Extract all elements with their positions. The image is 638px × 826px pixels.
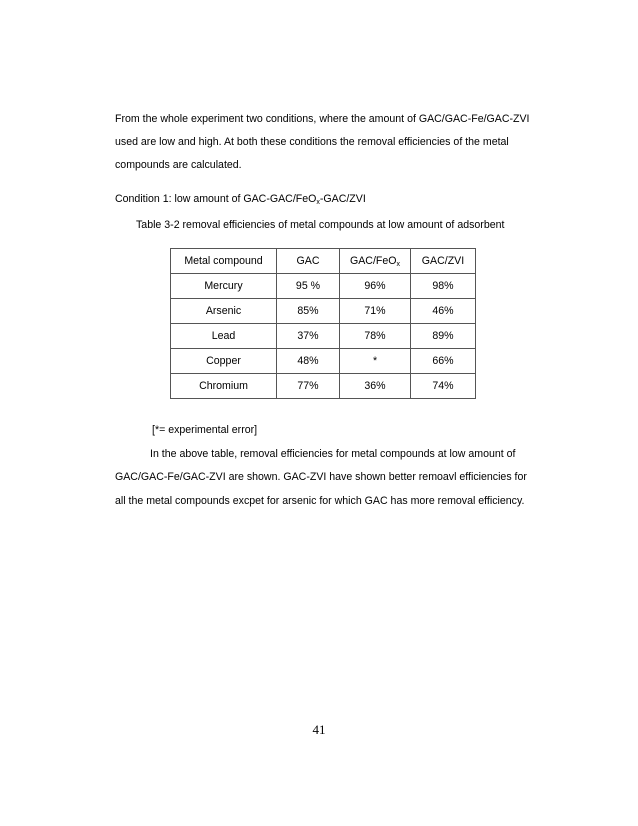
cell-metal: Copper bbox=[171, 349, 277, 374]
table-row bbox=[171, 274, 476, 299]
cell-gac: 37% bbox=[277, 324, 340, 349]
cell-metal: Chromium bbox=[171, 374, 277, 399]
paragraph-1-line-3: compounds are calculated. bbox=[115, 159, 242, 171]
cell-gac-feox: 71% bbox=[340, 299, 411, 324]
condition-line bbox=[115, 192, 366, 210]
cell-gac: 85% bbox=[277, 299, 340, 324]
cell-gac-feox: * bbox=[340, 349, 411, 374]
condition-suffix: -GAC/ZVI bbox=[319, 193, 366, 205]
removal-efficiency-table bbox=[170, 248, 476, 399]
cell-gac: 95 % bbox=[277, 274, 340, 299]
table-row bbox=[171, 299, 476, 324]
paragraph-1-line-1: From the whole experiment two conditions, where the amount of GAC/GAC-Fe/GAC-ZVI bbox=[115, 113, 530, 125]
cell-gac-feox: 96% bbox=[340, 274, 411, 299]
cell-metal: Lead bbox=[171, 324, 277, 349]
paragraph-1-line-2: used are low and high. At both these conditions the removal efficiencies of the metal bbox=[115, 136, 509, 148]
header-gac: GAC bbox=[277, 249, 340, 274]
table-row bbox=[171, 349, 476, 374]
cell-gac: 48% bbox=[277, 349, 340, 374]
header-gac-zvi: GAC/ZVI bbox=[411, 249, 476, 274]
cell-gac: 77% bbox=[277, 374, 340, 399]
cell-gac-zvi: 89% bbox=[411, 324, 476, 349]
table-row bbox=[171, 324, 476, 349]
header-metal-compound: Metal compound bbox=[171, 249, 277, 274]
cell-gac-zvi: 98% bbox=[411, 274, 476, 299]
table-note: [*= experimental error] bbox=[152, 424, 258, 436]
cell-metal: Arsenic bbox=[171, 299, 277, 324]
cell-metal: Mercury bbox=[171, 274, 277, 299]
cell-gac-zvi: 46% bbox=[411, 299, 476, 324]
cell-gac-feox: 36% bbox=[340, 374, 411, 399]
condition-prefix: Condition 1: low amount of GAC-GAC/FeO bbox=[115, 193, 317, 205]
table-caption: Table 3-2 removal efficiencies of metal compounds at low amount of adsorbent bbox=[136, 219, 505, 231]
header-gac-feox-text: GAC/FeO bbox=[349, 254, 397, 267]
cell-gac-feox: 78% bbox=[340, 324, 411, 349]
header-gac-feox bbox=[340, 249, 411, 274]
page-number: 41 bbox=[312, 722, 326, 737]
paragraph-2-line-1: In the above table, removal efficiencies for metal compounds at low amount of bbox=[150, 448, 516, 460]
table-row bbox=[171, 374, 476, 399]
header-gac-feox-sub: x bbox=[396, 260, 400, 268]
condition-subscript: x bbox=[316, 199, 320, 206]
paragraph-2-line-3: all the metal compounds excpet for arsenic for which GAC has more removal efficiency. bbox=[115, 495, 525, 507]
cell-gac-zvi: 74% bbox=[411, 374, 476, 399]
table-header-row bbox=[171, 249, 476, 274]
cell-gac-zvi: 66% bbox=[411, 349, 476, 374]
paragraph-2-line-2: GAC/GAC-Fe/GAC-ZVI are shown. GAC-ZVI have shown better remoavl efficiencies for bbox=[115, 471, 527, 483]
